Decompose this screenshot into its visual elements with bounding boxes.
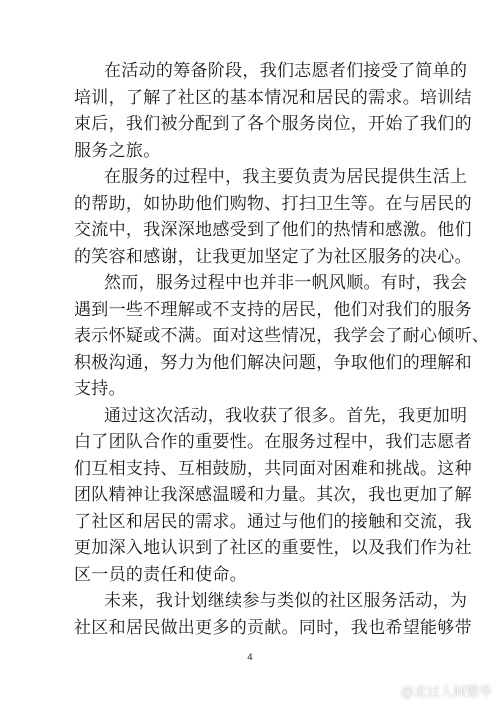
text-line: 团队精神让我深感温暖和力量。其次，我也更加了解 — [74, 485, 472, 505]
camera-icon — [381, 681, 397, 699]
text-line: 支持。 — [74, 379, 126, 399]
text-line: 更加深入地认识到了社区的重要性，以及我们作为社 — [74, 538, 472, 558]
text-line: 培训，了解了社区的基本情况和居民的需求。培训结 — [74, 87, 472, 108]
watermark — [381, 680, 492, 700]
text-line: 未来，我计划继续参与类似的社区服务活动，为 — [104, 591, 468, 611]
text-line: 社区和居民做出更多的贡献。同时，我也希望能够带 — [74, 617, 472, 638]
text-line: 表示怀疑或不满。面对这些情况，我学会了耐心倾听、 — [74, 326, 490, 346]
text-line: 的笑容和感谢，让我更加坚定了为社区服务的决心。 — [74, 246, 472, 267]
text-line: 在服务的过程中，我主要负责为居民提供生活上 — [104, 167, 468, 187]
watermark-text: @走过人间繁华 — [400, 684, 492, 700]
text-line: 通过这次活动，我收获了很多。首先，我更加明 — [104, 405, 468, 426]
text-line: 区一员的责任和使命。 — [74, 564, 247, 585]
text-line: 了社区和居民的需求。通过与他们的接触和交流，我 — [74, 511, 472, 532]
text-line: 束后，我们被分配到了各个服务岗位，开始了我们的 — [74, 114, 472, 134]
page-number: 4 — [247, 653, 253, 663]
text-line: 们互相支持、互相鼓励，共同面对困难和挑战。这种 — [74, 458, 472, 479]
text-line: 积极沟通，努力为他们解决问题，争取他们的理解和 — [74, 352, 472, 373]
text-line: 的帮助，如协助他们购物、打扫卫生等。在与居民的 — [74, 193, 472, 214]
text-line: 遇到一些不理解或不支持的居民，他们对我们的服务 — [74, 299, 472, 320]
text-line: 交流中，我深深地感受到了他们的热情和感激。他们 — [74, 220, 472, 240]
text-line: 然而，服务过程中也并非一帆风顺。有时，我会 — [104, 273, 468, 293]
text-line: 在活动的筹备阶段，我们志愿者们接受了简单的 — [104, 61, 468, 81]
text-line: 服务之旅。 — [74, 140, 161, 161]
text-line: 白了团队合作的重要性。在服务过程中，我们志愿者 — [74, 432, 472, 452]
body-text — [74, 58, 490, 641]
